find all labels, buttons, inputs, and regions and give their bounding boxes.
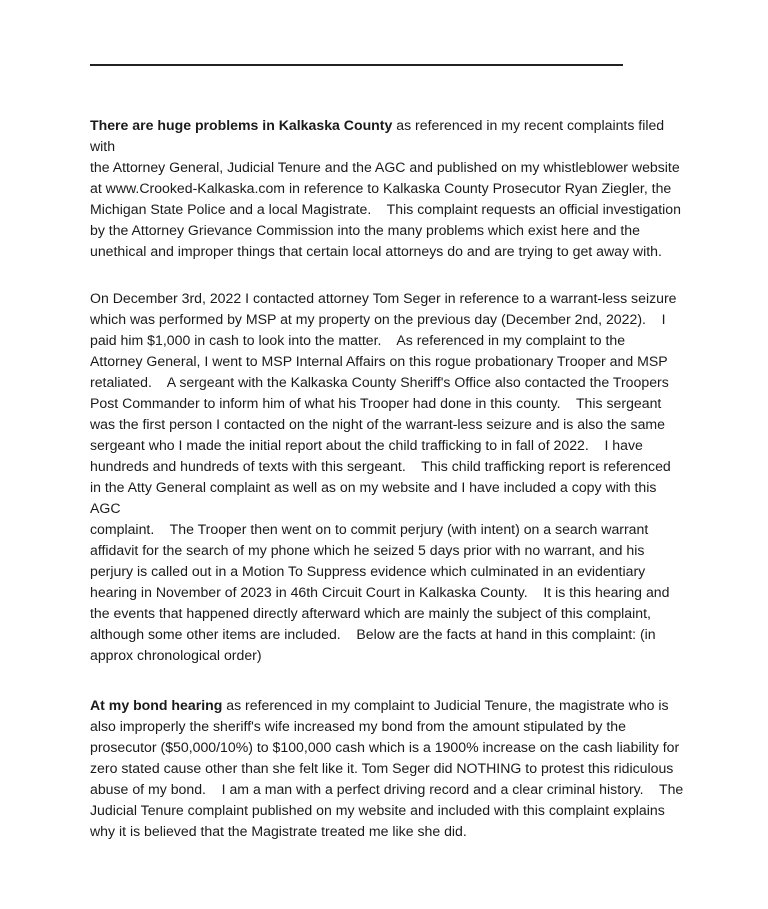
paragraph-body: as referenced in my recent complaints filed with the Attorney General, Judicial Tenure and the AGC and published on my whistleblower website at www.Crooked-Kalkaska.com in reference to Kalkaska County Prosecutor Ryan Ziegler, the Michigan State Police and a local Magistrate. This complaint requests an official investigation by the Attorney Grievance Commission into the many problems which exist here and the unethical and improper things that certain local attorneys do and are trying to get away with. (90, 117, 681, 259)
horizontal-rule (90, 64, 623, 66)
paragraph-kalkaska-problems (90, 115, 690, 262)
paragraph-december-contact (90, 288, 690, 666)
paragraph-body: On December 3rd, 2022 I contacted attorney Tom Seger in reference to a warrant-less seizure which was performed by MSP at my property on the previous day (December 2nd, 2022). I paid him $1,000 in cash to look into the matter. As referenced in my complaint to the Attorney General, I went to MSP Internal Affairs on this rogue probationary Trooper and MSP retaliated. A sergeant with the Kalkaska County Sheriff's Office also contacted the Troopers Post Commander to inform him of what his Trooper had done in this county. This sergeant was the first person I contacted on the night of the warrant-less seizure and is also the same sergeant who I made the initial report about the child trafficking to in fall of 2022. I have hundreds and hundreds of texts with this sergeant. This child trafficking report is referenced in the Atty General complaint as well as on my website and I have included a copy with this AGC complaint. The Trooper then went on to commit perjury (with intent) on a search warrant affidavit for the search of my phone which he seized 5 days prior with no warrant, and his perjury is called out in a Motion To Suppress evidence which culminated in an evidentiary hearing in November of 2023 in 46th Circuit Court in Kalkaska County. It is this hearing and the events that happened directly afterward which are mainly the subject of this complaint, although some other items are included. Below are the facts at hand in this complaint: (in approx chronological order) (90, 290, 677, 663)
paragraph-lead: At my bond hearing (90, 697, 223, 713)
paragraph-bond-hearing (90, 695, 690, 842)
paragraph-lead: There are huge problems in Kalkaska County (90, 117, 393, 133)
paragraph-body: as referenced in my complaint to Judicial Tenure, the magistrate who is also improperly the sheriff's wife increased my bond from the amount stipulated by the prosecutor ($50,000/10%) to $100,000 cash which is a 1900% increase on the cash liability for zero stated cause other than she felt like it. Tom Seger did NOTHING to protest this ridiculous abuse of my bond. I am a man with a perfect driving record and a clear criminal history. The Judicial Tenure complaint published on my website and included with this complaint explains why it is believed that the Magistrate treated me like she did. (90, 697, 684, 839)
